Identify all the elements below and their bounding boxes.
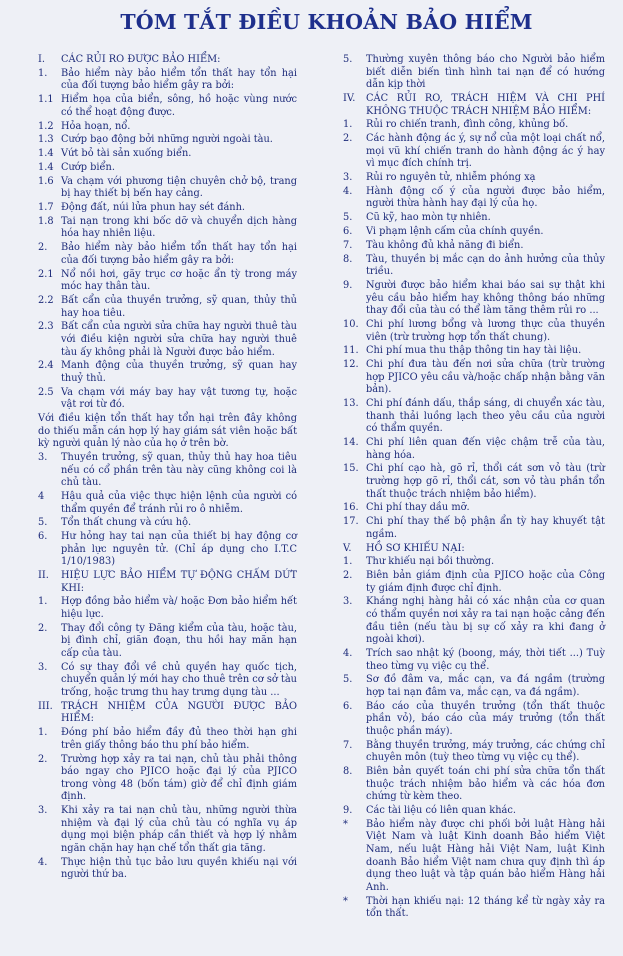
clause-number: 1.6 bbox=[38, 175, 54, 187]
clause-item bbox=[343, 896, 605, 921]
clause-text: Va chạm với máy bay hay vật tương tự, hoặc vật rơi từ đó. bbox=[61, 386, 297, 411]
clause-number: 2. bbox=[38, 753, 48, 765]
clause-text: Tai nạn trong khi bốc dỡ và chuyển dịch hàng hóa hay nhiên liệu. bbox=[61, 215, 297, 240]
clause-text: Bất cẩn của người sửa chữa hay người thuê tàu với điều kiện người sửa chữa hay người thuê tàu ấy không phải là Người được bảo hiểm. bbox=[61, 321, 297, 358]
clause-number: 6. bbox=[343, 226, 353, 238]
clause-number: 2. bbox=[343, 570, 353, 582]
clause-text: HIỆU LỰC BẢO HIỂM TỰ ĐỘNG CHẤM DỨT KHI: bbox=[61, 570, 297, 594]
clause-text: Biên bản giám định của PJICO hoặc của Công ty giám định được chỉ định. bbox=[366, 570, 605, 594]
clause-number: 2. bbox=[343, 133, 353, 145]
clause-number: 17. bbox=[343, 516, 359, 528]
clause-number: 5. bbox=[343, 212, 353, 224]
clause-item bbox=[38, 242, 297, 267]
clause-text: Hiểm họa của biển, sông, hồ hoặc vùng nước có thể hoạt động được. bbox=[61, 94, 297, 118]
clause-text: CÁC RỦI RO ĐƯỢC BẢO HIỂM: bbox=[61, 54, 221, 65]
clause-text: Cũ kỹ, hao mòn tự nhiên. bbox=[366, 212, 491, 224]
clause-number: V. bbox=[343, 542, 352, 554]
clause-item bbox=[38, 805, 297, 855]
clause-text: Động đất, núi lửa phun hay sét đánh. bbox=[61, 202, 246, 214]
clause-item bbox=[343, 463, 605, 501]
clause-number: 6. bbox=[343, 700, 353, 712]
clause-text: Chi phí thay thế bộ phận ẩn tỳ hay khuyết tật ngầm. bbox=[366, 516, 605, 540]
clause-item bbox=[343, 54, 605, 92]
clause-number: 2.3 bbox=[38, 321, 54, 333]
clause-text: Hợp đồng bảo hiểm và/ hoặc Đơn bảo hiểm hết hiệu lực. bbox=[61, 596, 297, 621]
right-column bbox=[343, 54, 605, 922]
clause-text: Bằng thuyền trưởng, máy trưởng, các chứng chỉ chuyên môn (tuỳ theo từng vụ việc cụ thể). bbox=[366, 739, 605, 764]
clause-item bbox=[343, 254, 605, 279]
clause-text: Có sự thay đổi về chủ quyền hay quốc tịch, chuyển quản lý mới hay cho thuê trên cơ sở tàu trống, hoặc trưng thu hay trưng dụng tàu ... bbox=[61, 661, 297, 698]
clause-text: Thay đổi công ty Đăng kiểm của tàu, hoặc tàu, bị đình chỉ, giãn đoạn, thu hồi hay mãn hạn cấp của tàu. bbox=[61, 622, 297, 660]
clause-item bbox=[343, 226, 605, 239]
clause-number: 3. bbox=[343, 596, 353, 608]
clause-item bbox=[343, 648, 605, 673]
clause-number: 6. bbox=[38, 531, 48, 543]
clause-number: 9. bbox=[343, 805, 353, 817]
clause-text: Sơ đồ đâm va, mắc cạn, va đá ngầm (trường hợp tai nạn đâm va, mắc cạn, va đá ngầm). bbox=[366, 674, 605, 698]
clause-number: 12. bbox=[343, 359, 359, 371]
clause-item bbox=[38, 491, 297, 516]
clause-item bbox=[343, 740, 605, 765]
clause-number: 2. bbox=[38, 242, 48, 254]
clause-text: Thư khiếu nại bồi thường. bbox=[366, 556, 495, 568]
clause-item bbox=[343, 819, 605, 895]
clause-text: TRÁCH NHIỆM CỦA NGƯỜI ĐƯỢC BẢO HIỂM: bbox=[61, 700, 297, 725]
clause-item bbox=[38, 176, 297, 201]
clause-number: 7. bbox=[343, 239, 353, 251]
clause-item bbox=[343, 674, 605, 699]
clause-text: Bất cẩn của thuyền trưởng, sỹ quan, thủy thủ hay hoa tiêu. bbox=[61, 294, 297, 319]
clause-number: 1. bbox=[38, 67, 48, 79]
clause-text: Kháng nghị hàng hải có xác nhận của cơ quan có thẩm quyền nơi xảy ra tai nạn hoặc cảng đến đầu tiên (nếu tàu bị sự cố xảy ra khi đang ở ngoài khơi). bbox=[366, 596, 605, 646]
clause-number: 5. bbox=[38, 517, 48, 529]
clause-number: 13. bbox=[343, 398, 359, 410]
clause-item bbox=[38, 54, 297, 67]
clause-text: Các hành động ác ý, sự nổ của một loại chất nổ, mọi vũ khí chiến tranh do hành động ác ý hay vì mục đích chính trị. bbox=[366, 133, 605, 170]
clause-item bbox=[343, 133, 605, 171]
clause-item bbox=[343, 543, 605, 556]
clause-item bbox=[38, 452, 297, 490]
clause-item bbox=[38, 517, 297, 530]
clause-text: Va chạm với phương tiện chuyên chở bộ, trang bị hay thiết bị bến hay cảng. bbox=[61, 175, 297, 200]
clause-item bbox=[343, 805, 605, 818]
clause-text: Vứt bỏ tài sản xuống biển. bbox=[61, 148, 192, 160]
clause-number: 1.4 bbox=[38, 148, 54, 160]
clause-text: Tổn thất chung và cứu hộ. bbox=[61, 517, 192, 529]
clause-number: 11. bbox=[343, 345, 359, 357]
clause-text: Chi phí liên quan đến việc chậm trễ của tàu, hàng hóa. bbox=[366, 437, 605, 461]
clause-text: Hỏa hoạn, nổ. bbox=[61, 120, 131, 132]
clause-number: 1. bbox=[343, 119, 353, 131]
clause-text: Nổ nồi hơi, gãy trục cơ hoặc ẩn tỳ trong máy móc hay thân tàu. bbox=[61, 268, 297, 293]
clause-text: Chi phí cạo hà, gõ rỉ, thổi cát sơn vỏ tàu (trừ trường hợp gõ rỉ, thổi cát, sơn vỏ tàu phần tổn thất thuộc trách nhiệm bảo hiểm). bbox=[366, 463, 605, 500]
clause-number: 14. bbox=[343, 437, 359, 449]
clause-item bbox=[38, 623, 297, 661]
clause-item bbox=[343, 596, 605, 646]
clause-text: Các tài liệu có liên quan khác. bbox=[366, 805, 516, 817]
clause-item bbox=[38, 162, 297, 175]
clause-text: Khi xảy ra tai nạn chủ tàu, những người thừa nhiệm và đại lý của chủ tàu có nghĩa vụ áp dụng mọi biện pháp cần thiết và hợp lý nhằm ngăn chặn hay hạn chế tổn thất gia tăng. bbox=[61, 805, 297, 854]
clause-number: 2.4 bbox=[38, 360, 54, 372]
clause-number: 2.2 bbox=[38, 294, 54, 306]
page-title: TÓM TẮT ĐIỀU KHOẢN BẢO HIỂM bbox=[120, 10, 533, 34]
clause-item bbox=[343, 319, 605, 344]
clause-number: 1. bbox=[38, 727, 48, 739]
clause-number: IV. bbox=[343, 92, 356, 104]
clause-item bbox=[343, 556, 605, 569]
clause-text: Rủi ro nguyên tử, nhiễm phóng xạ bbox=[366, 172, 536, 184]
clause-number: 7. bbox=[343, 739, 353, 751]
clause-item bbox=[38, 701, 297, 726]
clause-number: 1. bbox=[38, 596, 48, 608]
clause-text: Bảo hiểm này được chi phối bởi luật Hàng hải Việt Nam và luật Kinh doanh Bảo hiểm Việt Nam, nếu luật Hàng hải Việt Nam, luật Kinh doanh Bảo hiểm Việt nam chưa quy định thì áp dụng theo luật và tập quán bảo hiểm Hàng hải Anh. bbox=[366, 818, 605, 893]
clause-text: Trường hợp xảy ra tai nạn, chủ tàu phải thông báo ngay cho PJICO hoặc đại lý của PJICO trong vòng 48 (bốn tám) giờ để chỉ định giám định. bbox=[61, 753, 297, 803]
clause-text: Thực hiện thủ tục bảo lưu quyền khiếu nại với người thứ ba. bbox=[61, 856, 297, 881]
clause-number: 2. bbox=[38, 622, 48, 634]
clause-item bbox=[343, 398, 605, 436]
clause-number: 8. bbox=[343, 253, 353, 265]
clause-item bbox=[343, 240, 605, 253]
clause-text: Bảo hiểm này bảo hiểm tổn thất hay tổn hại của đối tượng bảo hiểm gây ra bởi: bbox=[61, 242, 297, 266]
clause-number: 2.1 bbox=[38, 268, 54, 280]
clause-item bbox=[343, 516, 605, 541]
clause-item bbox=[38, 295, 297, 320]
clause-number: 1.2 bbox=[38, 120, 54, 132]
clause-number: 4 bbox=[38, 490, 45, 502]
clause-number: 3. bbox=[38, 452, 48, 463]
two-column-body bbox=[38, 54, 605, 922]
clause-number: 16. bbox=[343, 502, 359, 514]
clause-number: II. bbox=[38, 570, 49, 582]
clause-item bbox=[343, 701, 605, 739]
clause-number: III. bbox=[38, 700, 53, 712]
clause-number: * bbox=[343, 818, 348, 830]
clause-item bbox=[343, 119, 605, 132]
clause-text: Hành động cố ý của người được bảo hiểm, người thừa hành hay đại lý của họ. bbox=[366, 185, 605, 210]
clause-item bbox=[38, 857, 297, 882]
clause-number: 1. bbox=[343, 556, 353, 568]
clause-text: Chi phí lương bổng và lương thực của thuyền viên (trừ trường hợp tổn thất chung). bbox=[366, 318, 605, 343]
clause-item bbox=[343, 502, 605, 515]
clause-item bbox=[343, 359, 605, 397]
clause-text: Thuyền trưởng, sỹ quan, thủy thủ hay hoa tiêu nếu có cổ phần trên tàu này cũng không coi là chủ tàu. bbox=[61, 452, 297, 489]
clause-number: 1.4 bbox=[38, 161, 54, 173]
clause-text: Trích sao nhật ký (boong, máy, thời tiết ...) Tuỳ theo từng vụ việc cụ thể. bbox=[366, 648, 605, 672]
clause-item bbox=[343, 345, 605, 358]
left-column bbox=[38, 54, 297, 922]
clause-number: 1.8 bbox=[38, 215, 54, 227]
clause-item bbox=[343, 186, 605, 211]
clause-item bbox=[38, 148, 297, 161]
clause-text: HỒ SƠ KHIẾU NẠI: bbox=[366, 542, 465, 554]
clause-item bbox=[38, 570, 297, 595]
clause-number: * bbox=[343, 895, 348, 907]
clause-text: Chi phí mua thu thập thông tin hay tài liệu. bbox=[366, 345, 582, 357]
clause-number: 9. bbox=[343, 279, 353, 291]
clause-item bbox=[38, 269, 297, 294]
clause-item bbox=[38, 754, 297, 804]
clause-number: 1.3 bbox=[38, 134, 54, 146]
clause-item bbox=[343, 437, 605, 462]
clause-text: Chi phí thay dầu mỡ. bbox=[366, 502, 470, 514]
clause-item bbox=[38, 94, 297, 119]
clause-text: Rủi ro chiến tranh, đình công, khủng bố. bbox=[366, 119, 569, 131]
clause-item bbox=[343, 570, 605, 595]
clause-number: 3. bbox=[38, 805, 48, 817]
clause-text: Chi phí đánh dấu, thắp sáng, di chuyển xác tàu, thanh thải luồng lạch theo yêu cầu của người có thẩm quyền. bbox=[366, 398, 605, 435]
clause-number: 2.5 bbox=[38, 386, 54, 398]
clause-item bbox=[38, 387, 297, 412]
clause-text: Chi phí đưa tàu đến nơi sửa chữa (trừ trường hợp PJICO yêu cầu và/hoặc chấp nhận bằng văn bản). bbox=[366, 359, 605, 396]
clause-item bbox=[38, 121, 297, 134]
clause-number: 4. bbox=[38, 856, 48, 868]
clause-text: Đóng phí bảo hiểm đầy đủ theo thời hạn ghi trên giấy thông báo thu phí bảo hiểm. bbox=[61, 727, 297, 751]
clause-item bbox=[38, 727, 297, 752]
clause-text: Người được bảo hiểm khai báo sai sự thật khi yêu cầu bảo hiểm hay không thông báo những thay đổi của tàu có thể làm tăng thêm rủi ro ... bbox=[366, 279, 605, 317]
clause-item bbox=[38, 216, 297, 241]
clause-item bbox=[38, 321, 297, 359]
clause-text: Báo cáo của thuyền trưởng (tổn thất thuộc phần vỏ), báo cáo của máy trưởng (tổn thất thuộc phần máy). bbox=[366, 700, 605, 737]
clause-number: 1.1 bbox=[38, 94, 54, 106]
clause-item bbox=[38, 202, 297, 215]
clause-item bbox=[38, 531, 297, 569]
clause-number: 5. bbox=[343, 674, 353, 686]
clause-item bbox=[38, 596, 297, 621]
clause-number: 5. bbox=[343, 54, 353, 65]
clause-item bbox=[38, 134, 297, 147]
clause-number: 10. bbox=[343, 318, 359, 330]
clause-paragraph: Với điều kiện tổn thất hay tổn hại trên đây không do thiếu mẫn cán hợp lý hay giám sát viên hoặc bất kỳ người quản lý nào của họ ở trên bờ. bbox=[38, 413, 297, 450]
clause-number: 15. bbox=[343, 463, 359, 475]
clause-text: Hậu quả của việc thực hiện lệnh của người có thẩm quyền để tránh rủi ro ô nhiễm. bbox=[61, 490, 297, 515]
clause-number: 1.7 bbox=[38, 202, 54, 214]
clause-text: Cướp biển. bbox=[61, 161, 115, 173]
clause-text: CÁC RỦI RO, TRÁCH HIỆM VÀ CHI PHÍ KHÔNG THUỘC TRÁCH NHIỆM BẢO HIỂM: bbox=[366, 92, 605, 117]
clause-item bbox=[343, 93, 605, 118]
clause-number: 4. bbox=[343, 648, 353, 660]
clause-number: 4. bbox=[343, 185, 353, 197]
clause-item bbox=[343, 172, 605, 185]
clause-item bbox=[343, 766, 605, 804]
clause-number: 3. bbox=[38, 661, 48, 673]
clause-item bbox=[343, 212, 605, 225]
clause-text: Vi phạm lệnh cấm của chính quyền. bbox=[366, 226, 544, 238]
clause-number: I. bbox=[38, 54, 45, 65]
clause-text: Tàu không đủ khả năng đi biển. bbox=[366, 239, 524, 251]
clause-text: Tàu, thuyền bị mắc cạn do ảnh hưởng của thủy triều. bbox=[366, 253, 605, 278]
clause-item bbox=[343, 280, 605, 318]
clause-text: Biên bản quyết toán chi phí sửa chữa tổn thất thuộc trách nhiệm bảo hiểm và các hóa đơn chứng từ kèm theo. bbox=[366, 766, 605, 803]
clause-text: Cướp bạo động bởi những người ngoài tàu. bbox=[61, 134, 273, 146]
clause-text: Manh động của thuyền trưởng, sỹ quan hay thuỷ thủ. bbox=[61, 360, 297, 384]
clause-text: Bảo hiểm này bảo hiểm tổn thất hay tổn hại của đối tượng bảo hiểm gây ra bởi: bbox=[61, 67, 297, 92]
clause-item bbox=[38, 662, 297, 700]
clause-text: Hư hỏng hay tai nạn của thiết bị hay động cơ phản lực nguyên tử. (Chỉ áp dụng cho I.T.C 1/10/1983) bbox=[61, 531, 297, 568]
clause-item bbox=[38, 360, 297, 385]
clause-text: Thời hạn khiếu nại: 12 tháng kể từ ngày xảy ra tổn thất. bbox=[366, 895, 605, 920]
clause-number: 8. bbox=[343, 766, 353, 778]
clause-item bbox=[38, 68, 297, 93]
clause-number: 3. bbox=[343, 172, 353, 184]
clause-text: Thường xuyên thông báo cho Người bảo hiểm biết diễn biến tình hình tai nạn để có hướng dẫn kịp thời bbox=[366, 54, 605, 91]
